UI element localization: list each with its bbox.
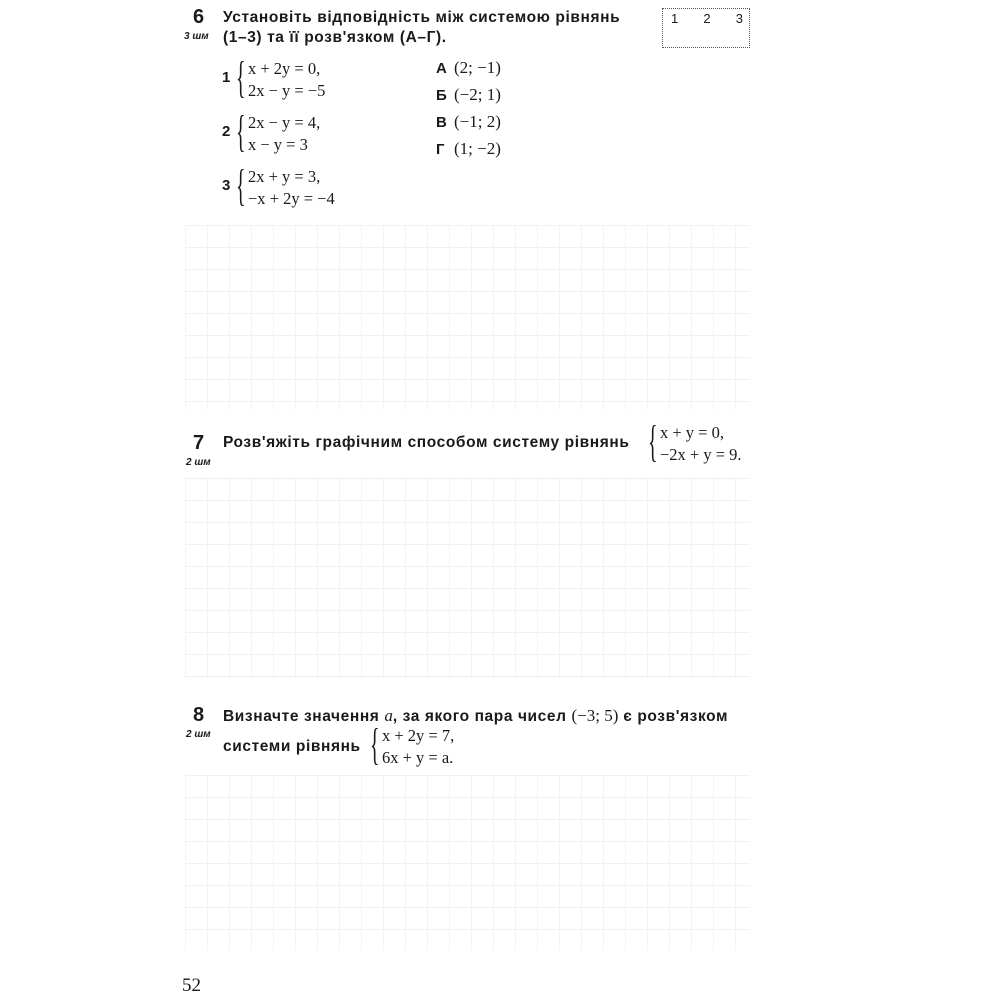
q6-text-line1: Установіть відповідність між системою рівнянь <box>223 9 621 26</box>
q8-points: 2 шм <box>186 729 211 740</box>
q8-variable: a <box>384 706 393 725</box>
brace-icon: { <box>236 161 246 210</box>
q7-eq2: −2x + y = 9. <box>660 445 742 464</box>
q6-number: 6 <box>193 6 205 28</box>
brace-icon: { <box>236 107 246 156</box>
system-2 <box>236 107 321 156</box>
option-g-label: Г <box>436 141 445 158</box>
system-1-eq1: x + 2y = 0, <box>248 59 321 78</box>
page-number: 52 <box>182 975 201 996</box>
system-1-label: 1 <box>222 69 231 86</box>
q6-answer-box[interactable] <box>662 8 750 48</box>
q8-work-grid[interactable] <box>185 775 750 950</box>
system-2-eq2: x − y = 3 <box>248 135 308 154</box>
q8-text-line2: системи рівнянь <box>223 738 361 755</box>
q6-text-line2: (1–3) та її розв'язком (А–Г). <box>223 29 447 46</box>
system-2-label: 2 <box>222 123 231 140</box>
system-2-eq1: 2x − y = 4, <box>248 113 321 132</box>
system-3 <box>236 161 335 210</box>
q8-pair: (−3; 5) <box>571 706 619 725</box>
option-b-label: Б <box>436 87 447 104</box>
answer-col-1: 1 <box>671 11 679 26</box>
q7-number: 7 <box>193 432 205 454</box>
brace-icon: { <box>370 720 380 769</box>
q8-eq2: 6x + y = a. <box>382 748 454 767</box>
q8-text-part1: Визначте значення <box>223 708 385 725</box>
option-a-value: (2; −1) <box>454 58 501 77</box>
answer-col-3: 3 <box>735 11 743 26</box>
option-a-label: А <box>436 60 447 77</box>
q7-text: Розв'яжіть графічним способом систему рівнянь <box>223 434 630 451</box>
q8-system <box>370 720 455 769</box>
system-1 <box>236 53 326 102</box>
q7-work-grid[interactable] <box>185 478 750 678</box>
q7-points: 2 шм <box>186 457 211 468</box>
system-1-eq2: 2x − y = −5 <box>248 81 326 100</box>
q7-eq1: x + y = 0, <box>660 423 724 442</box>
q8-text-part3: є розв'язком <box>618 708 729 725</box>
q8-text-part2: , за якого пара чисел <box>392 708 572 725</box>
brace-icon: { <box>648 417 658 466</box>
option-b-value: (−2; 1) <box>454 85 501 104</box>
q8-eq1: x + 2y = 7, <box>382 726 455 745</box>
q8-number: 8 <box>193 704 205 726</box>
q6-work-grid[interactable] <box>185 225 750 410</box>
q6-points: 3 шм <box>184 31 209 42</box>
answer-col-2: 2 <box>703 11 711 26</box>
brace-icon: { <box>236 53 246 102</box>
q8-text-line1 <box>223 706 728 726</box>
option-v-value: (−1; 2) <box>454 112 501 131</box>
system-3-eq2: −x + 2y = −4 <box>248 189 335 208</box>
option-v-label: В <box>436 114 447 131</box>
option-g-value: (1; −2) <box>454 139 501 158</box>
system-3-label: 3 <box>222 177 231 194</box>
q7-system <box>648 417 742 466</box>
system-3-eq1: 2x + y = 3, <box>248 167 321 186</box>
